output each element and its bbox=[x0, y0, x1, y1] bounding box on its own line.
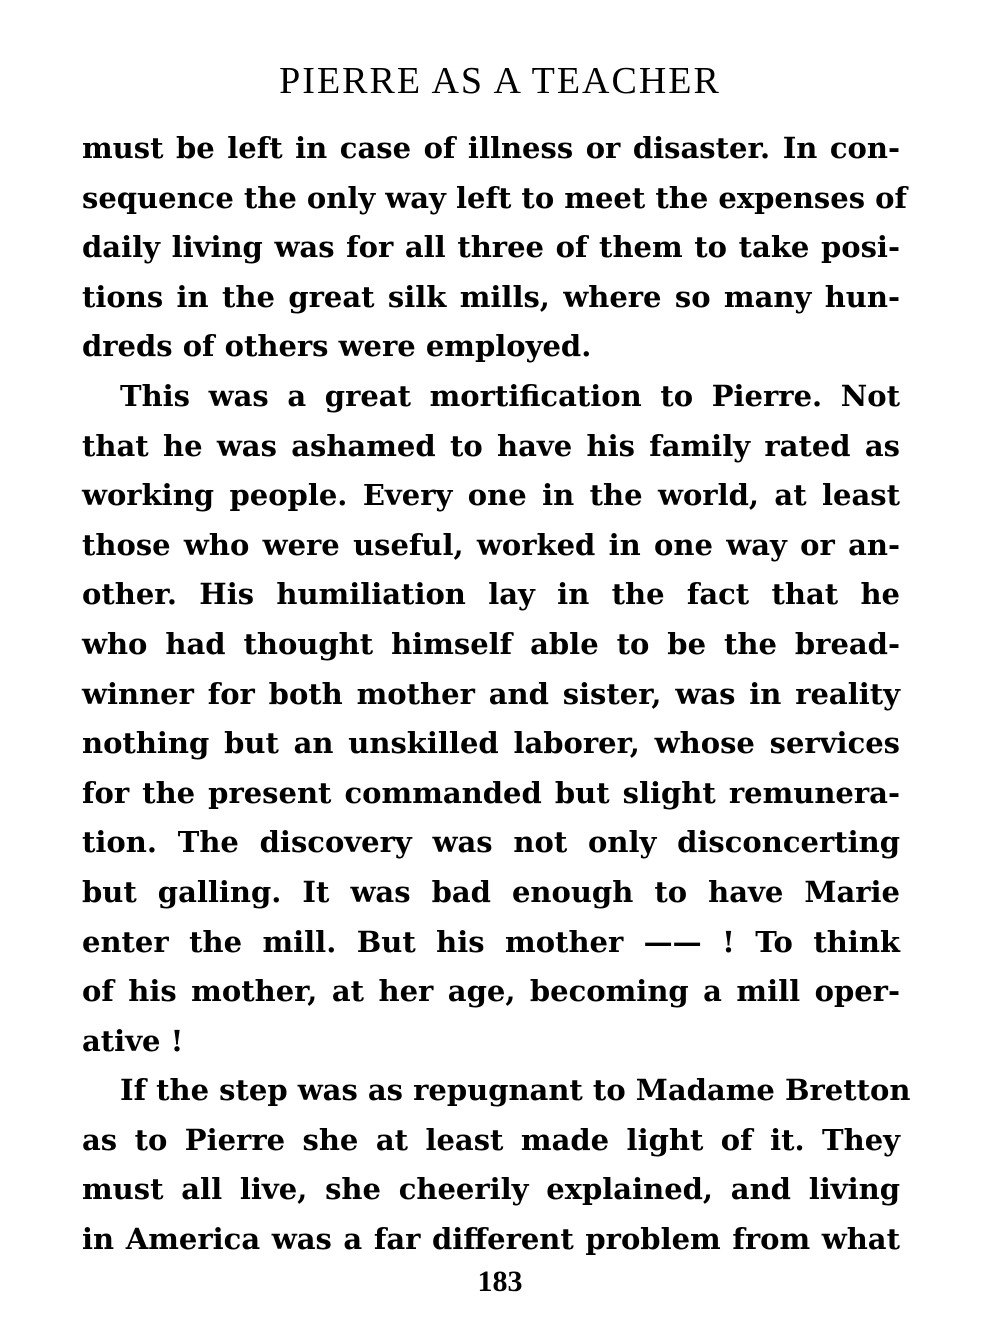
text-line: If the step was as repugnant to Madame Bretton bbox=[120, 1073, 911, 1108]
running-head: PIERRE AS A TEACHER bbox=[279, 60, 721, 102]
text-line: tion. The discovery was not only disconcerting bbox=[82, 825, 900, 860]
page-number: 183 bbox=[477, 1265, 523, 1298]
text-line: as to Pierre she at least made light of it. They bbox=[82, 1122, 900, 1157]
text-line: of his mother, at her age, becoming a mill oper- bbox=[82, 974, 900, 1009]
text-line: This was a great mortification to Pierre. Not bbox=[120, 378, 900, 413]
text-line: sequence the only way left to meet the expenses of bbox=[82, 180, 907, 215]
text-line: working people. Every one in the world, at least bbox=[82, 478, 900, 513]
text-line: tions in the great silk mills, where so many hun- bbox=[82, 279, 900, 314]
text-line: ative ! bbox=[82, 1023, 184, 1058]
text-line: for the present commanded but slight remunera- bbox=[82, 775, 900, 810]
text-line: winner for both mother and sister, was in reality bbox=[82, 676, 900, 711]
text-line: must be left in case of illness or disaster. In con- bbox=[82, 131, 900, 165]
text-line: that he was ashamed to have his family rated as bbox=[82, 428, 900, 463]
text-line: dreds of others were employed. bbox=[82, 329, 592, 364]
text-line: enter the mill. But his mother —— ! To think bbox=[82, 924, 900, 959]
text-line: other. His humiliation lay in the fact that he bbox=[82, 577, 900, 612]
body-text bbox=[82, 124, 911, 1265]
text-line: daily living was for all three of them to take posi- bbox=[82, 230, 900, 265]
text-line: those who were useful, worked in one way or an- bbox=[82, 527, 900, 562]
paragraph bbox=[82, 124, 907, 372]
text-line: in America was a far different problem from what bbox=[82, 1222, 900, 1257]
paragraph bbox=[82, 372, 900, 1066]
text-line: nothing but an unskilled laborer, whose services bbox=[82, 726, 900, 761]
text-line: who had thought himself able to be the bread- bbox=[82, 626, 900, 661]
text-line: must all live, she cheerily explained, and living bbox=[82, 1172, 900, 1207]
text-line: but galling. It was bad enough to have Marie bbox=[82, 874, 900, 909]
paragraph bbox=[82, 1066, 911, 1264]
